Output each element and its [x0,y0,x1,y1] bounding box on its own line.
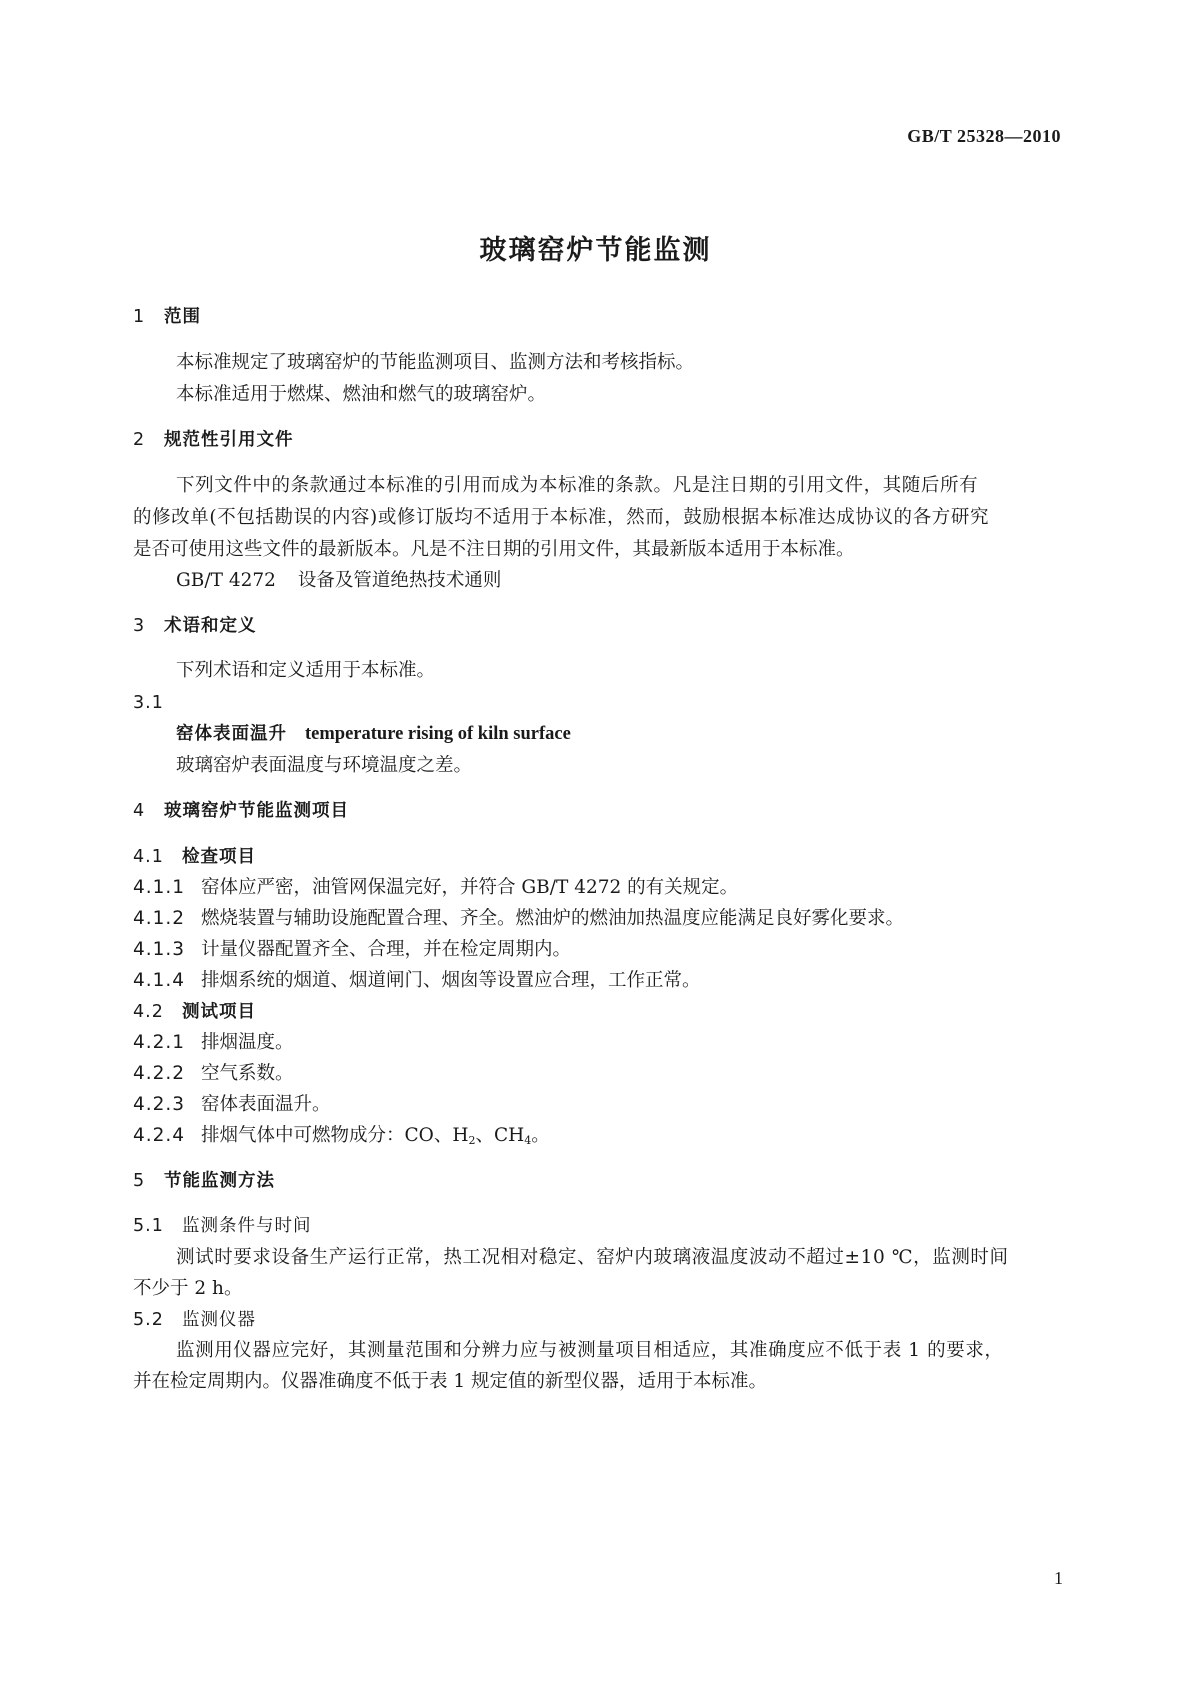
subsection-number: 5.2 [133,1310,164,1330]
paragraph: 本标准适用于燃煤、燃油和燃气的玻璃窑炉。 [176,384,547,405]
page-number: 1 [1054,1568,1063,1588]
subsection-4-2-heading [133,1000,256,1024]
reference-title: 设备及管道绝热技术通则 [297,570,502,591]
subsection-title: 监测条件与时间 [182,1216,312,1236]
paragraph-line: 并在检定周期内。仪器准确度不低于表 1 规定值的新型仪器，适用于本标准。 [133,1371,768,1392]
clause-4-2-2 [133,1062,294,1086]
clause-number: 4.1.3 [133,939,186,960]
clause-4-2-3 [133,1093,331,1117]
clause-number: 4.1.4 [133,970,186,991]
section-number: 3 [133,616,146,636]
term-english: temperature rising of kiln surface [305,724,571,744]
term-definition: 玻璃窑炉表面温度与环境温度之差。 [176,755,473,776]
subsection-number: 5.1 [133,1216,164,1236]
clause-number: 4.2.1 [133,1032,186,1053]
paragraph: 下列术语和定义适用于本标准。 [176,660,436,681]
subsection-number: 4.2 [133,1002,164,1022]
clause-4-1-2 [133,907,904,931]
clause-number: 4.1.1 [133,877,186,898]
section-title: 范围 [164,307,201,327]
subscript-4: 4 [524,1134,532,1147]
clause-text: 窑体表面温升。 [201,1094,331,1115]
subsection-4-1-heading [133,845,256,869]
clause-text: 排烟温度。 [201,1032,294,1053]
subscript-2: 2 [468,1134,476,1147]
term-chinese: 窑体表面温升 [176,724,287,744]
paragraph-line: 下列文件中的条款通过本标准的引用而成为本标准的条款。凡是注日期的引用文件，其随后所有 [176,475,979,496]
paragraph-line: 监测用仪器应完好，其测量范围和分辨力应与被测量项目相适应，其准确度应不低于表 1 的要求， [176,1340,1004,1361]
clause-4-1-1 [133,876,738,900]
section-4-heading [133,799,349,823]
subsection-title: 监测仪器 [182,1310,256,1330]
clause-number: 4.2.4 [133,1125,186,1146]
reference-code: GB/T 4272 [176,570,276,591]
clause-number: 4.1.2 [133,908,186,929]
clause-4-1-4 [133,969,701,993]
section-3-heading [133,614,257,638]
paragraph-line: 测试时要求设备生产运行正常，热工况相对稳定、窑炉内玻璃液温度波动不超过±10 ℃，监测时间 [176,1247,1009,1268]
section-5-heading [133,1169,275,1193]
section-number: 1 [133,307,146,327]
section-title: 节能监测方法 [164,1171,275,1191]
document-title: 玻璃窑炉节能监测 [479,235,712,266]
clause-text: 窑体应严密，油管网保温完好，并符合 GB/T 4272 的有关规定。 [201,877,739,898]
paragraph-line: 的修改单(不包括勘误的内容)或修订版均不适用于本标准，然而，鼓励根据本标准达成协议的各方研究 [133,507,990,528]
section-title: 玻璃窑炉节能监测项目 [164,801,349,821]
clause-4-2-1 [133,1031,294,1055]
paragraph: 本标准规定了玻璃窑炉的节能监测项目、监测方法和考核指标。 [176,352,695,373]
section-number: 5 [133,1171,146,1191]
clause-text: 空气系数。 [201,1063,294,1084]
clause-text-start: 排烟气体中可燃物成分：CO、H [201,1125,469,1146]
section-1-heading [133,305,201,329]
section-number: 4 [133,801,146,821]
term-number: 3.1 [133,693,164,713]
section-title: 规范性引用文件 [164,430,294,450]
clause-text: 燃烧装置与辅助设施配置合理、齐全。燃油炉的燃油加热温度应能满足良好雾化要求。 [201,908,905,929]
paragraph-line: 是否可使用这些文件的最新版本。凡是不注日期的引用文件，其最新版本适用于本标准。 [133,539,855,560]
standard-code: GB/T 25328—2010 [907,126,1061,146]
clause-text-mid: 、CH [475,1125,525,1146]
section-number: 2 [133,430,146,450]
paragraph-line: 不少于 2 h。 [133,1278,243,1299]
clause-number: 4.2.3 [133,1094,186,1115]
subsection-title: 检查项目 [182,847,256,867]
clause-text-end: 。 [531,1125,550,1146]
clause-4-1-3 [133,938,571,962]
clause-4-2-4 [133,1124,550,1153]
section-title: 术语和定义 [164,616,257,636]
clause-number: 4.2.2 [133,1063,186,1084]
subsection-5-2-heading [133,1308,256,1332]
subsection-number: 4.1 [133,847,164,867]
section-2-heading [133,428,294,452]
clause-text: 排烟系统的烟道、烟道闸门、烟囱等设置应合理，工作正常。 [201,970,701,991]
subsection-5-1-heading [133,1214,312,1238]
clause-text: 计量仪器配置齐全、合理，并在检定周期内。 [201,939,572,960]
subsection-title: 测试项目 [182,1002,256,1022]
normative-reference [176,569,501,593]
term-entry [176,722,571,746]
